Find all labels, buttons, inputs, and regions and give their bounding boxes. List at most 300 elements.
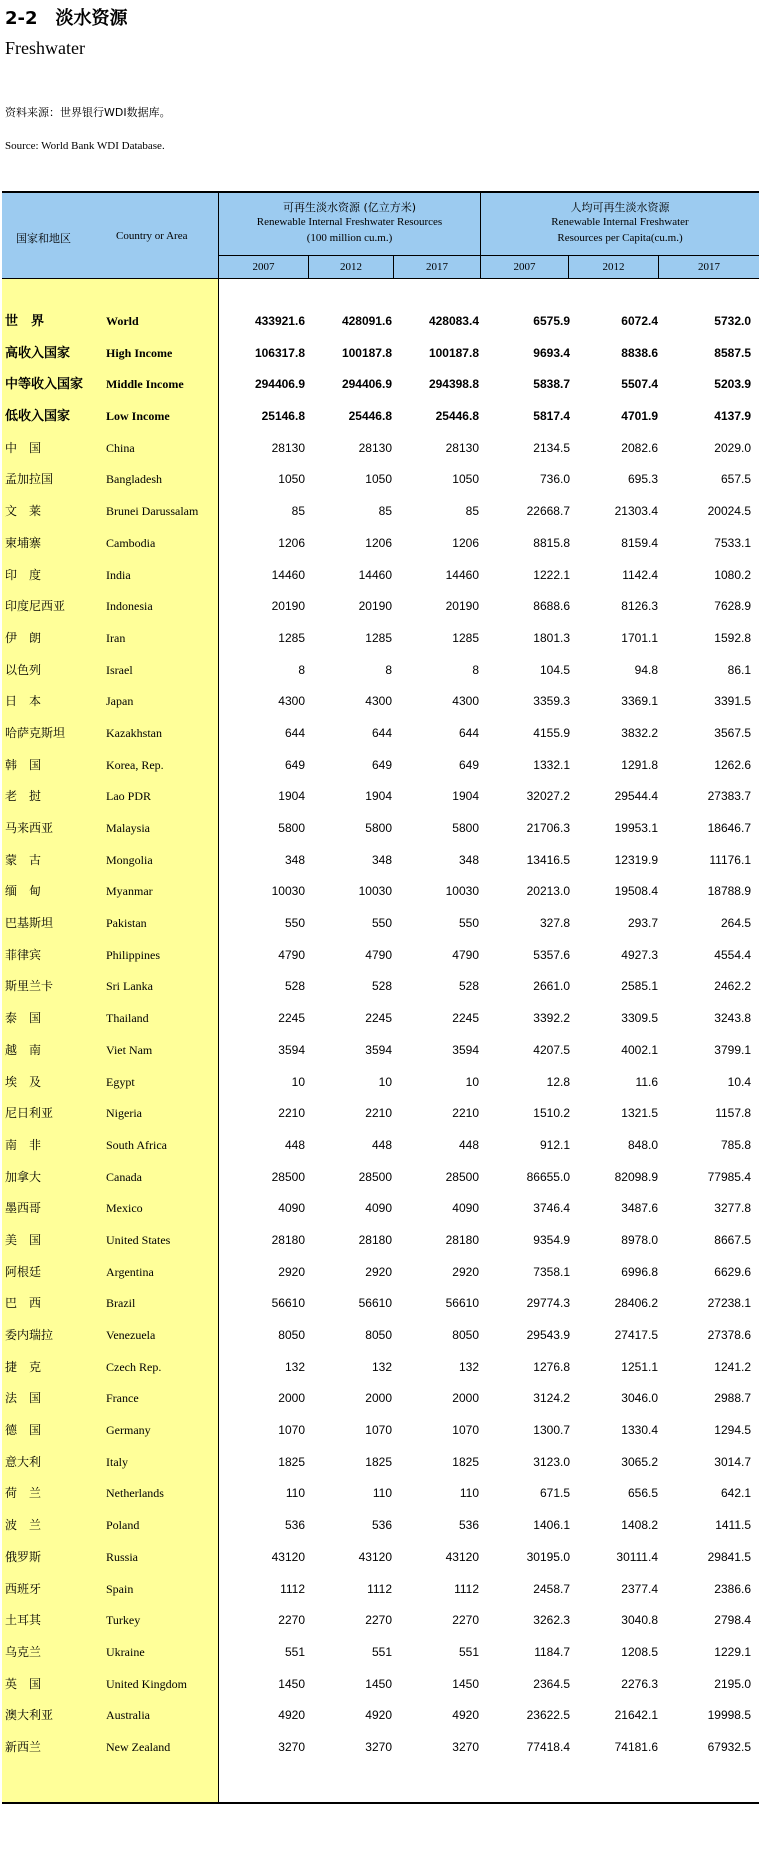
value-cell: 4927.3 [621, 947, 658, 962]
value-cell: 29544.4 [614, 789, 658, 804]
country-name-cn: 老 挝 [5, 789, 42, 804]
value-cell: 4790 [452, 947, 479, 962]
value-cell: 294398.8 [428, 377, 479, 392]
year-header: 2017 [698, 261, 720, 273]
value-cell: 3369.1 [621, 694, 658, 709]
value-cell: 1262.6 [714, 757, 751, 772]
value-cell: 19998.5 [707, 1708, 751, 1723]
value-cell: 1208.5 [621, 1644, 658, 1659]
value-cell: 2000 [278, 1391, 305, 1406]
group-header-percapita-unit: Resources per Capita(cu.m.) [557, 232, 683, 244]
country-name-en: Turkey [106, 1613, 141, 1628]
country-name-en: Spain [106, 1581, 134, 1596]
value-cell: 30111.4 [616, 1549, 658, 1564]
country-name-cn: 美 国 [5, 1232, 42, 1247]
value-cell: 20190 [358, 599, 392, 614]
country-name-en: Mexico [106, 1201, 143, 1216]
value-cell: 14460 [445, 567, 479, 582]
group-header-resources-unit: (100 million cu.m.) [306, 232, 393, 244]
value-cell: 27383.7 [707, 789, 751, 804]
value-cell: 110 [372, 1486, 392, 1501]
value-cell: 2920 [365, 1264, 392, 1279]
value-cell: 132 [458, 1359, 479, 1374]
table-row [2, 940, 759, 972]
value-cell: 3262.3 [533, 1613, 570, 1628]
country-name-en: Lao PDR [106, 789, 151, 804]
value-cell: 536 [284, 1518, 305, 1533]
value-cell: 2364.5 [533, 1676, 570, 1691]
value-cell: 85 [378, 504, 392, 519]
value-cell: 10.4 [727, 1074, 751, 1089]
value-cell: 550 [371, 916, 392, 931]
value-cell: 25446.8 [435, 409, 479, 424]
source-note-en: Source: World Bank WDI Database. [5, 140, 165, 152]
value-cell: 550 [458, 916, 479, 931]
country-name-en: Thailand [106, 1011, 149, 1026]
table-row [2, 750, 759, 782]
year-header: 2007 [513, 261, 536, 273]
value-cell: 2245 [278, 1011, 305, 1026]
value-cell: 28130 [358, 440, 392, 455]
country-name-cn: 法 国 [5, 1391, 42, 1406]
value-cell: 1701.1 [621, 630, 658, 645]
value-cell: 1229.1 [714, 1644, 751, 1659]
value-cell: 3124.2 [533, 1391, 570, 1406]
value-cell: 2195.0 [714, 1676, 751, 1691]
value-cell: 28180 [445, 1232, 479, 1247]
value-cell: 32027.2 [526, 789, 570, 804]
value-cell: 448 [371, 1137, 392, 1152]
value-cell: 8159.4 [621, 535, 658, 550]
table-row [2, 1320, 759, 1352]
value-cell: 2270 [365, 1613, 392, 1628]
value-cell: 4920 [278, 1708, 305, 1723]
country-name-cn: 乌克兰 [5, 1644, 42, 1659]
country-name-cn: 波 兰 [5, 1518, 42, 1533]
value-cell: 2458.7 [533, 1581, 570, 1596]
value-cell: 1904 [278, 789, 305, 804]
value-cell: 1408.2 [621, 1518, 658, 1533]
country-name-en: Germany [106, 1423, 151, 1438]
country-name-cn: 捷 克 [5, 1359, 42, 1374]
value-cell: 3270 [452, 1739, 479, 1754]
value-cell: 11.6 [635, 1074, 658, 1089]
value-cell: 5800 [365, 821, 392, 835]
country-name-cn: 哈萨克斯坦 [5, 725, 66, 740]
country-name-en: Brazil [106, 1296, 136, 1311]
value-cell: 1285 [365, 630, 392, 645]
group-header-percapita-en: Renewable Internal Freshwater [551, 216, 689, 228]
value-cell: 644 [284, 725, 305, 740]
table-row [2, 1574, 759, 1606]
value-cell: 9693.4 [533, 345, 570, 360]
value-cell: 2585.1 [621, 979, 658, 994]
value-cell: 10030 [445, 884, 479, 899]
value-cell: 10030 [358, 884, 392, 899]
country-name-cn: 菲律宾 [5, 947, 42, 962]
value-cell: 29774.3 [526, 1296, 570, 1311]
value-cell: 1450 [452, 1676, 479, 1691]
value-cell: 528 [458, 979, 479, 994]
value-cell: 86.1 [727, 662, 751, 677]
country-name-cn: 斯里兰卡 [5, 979, 54, 994]
value-cell: 1206 [452, 535, 479, 550]
value-cell: 5800 [452, 821, 479, 835]
value-cell: 43120 [358, 1549, 392, 1564]
country-name-en: Philippines [106, 947, 161, 962]
country-name-cn: 文 莱 [5, 504, 42, 519]
value-cell: 1285 [452, 630, 479, 645]
value-cell: 4790 [278, 947, 305, 962]
value-cell: 2386.6 [714, 1581, 751, 1596]
value-cell: 448 [284, 1137, 305, 1152]
value-cell: 8688.6 [533, 599, 570, 614]
value-cell: 8 [298, 662, 305, 677]
value-cell: 1157.8 [715, 1106, 751, 1121]
value-cell: 656.5 [627, 1486, 658, 1501]
value-cell: 528 [284, 979, 305, 994]
value-cell: 3270 [278, 1739, 305, 1754]
value-cell: 1050 [278, 472, 305, 487]
table-row [2, 686, 759, 718]
value-cell: 132 [371, 1359, 392, 1374]
value-cell: 2798.4 [714, 1613, 751, 1628]
value-cell: 8815.8 [533, 535, 570, 550]
value-cell: 4002.1 [621, 1042, 658, 1057]
value-cell: 4920 [365, 1708, 392, 1723]
value-cell: 785.8 [720, 1137, 751, 1152]
table-row [2, 1700, 759, 1732]
value-cell: 3040.8 [621, 1613, 658, 1628]
country-name-cn: 韩 国 [5, 757, 42, 772]
table-row [2, 971, 759, 1003]
country-name-en: Korea, Rep. [106, 757, 164, 772]
value-cell: 10030 [271, 884, 305, 899]
country-name-cn: 高收入国家 [5, 345, 71, 361]
value-cell: 14460 [358, 567, 392, 582]
value-cell: 1330.4 [621, 1423, 658, 1438]
value-cell: 4137.9 [714, 409, 751, 424]
value-cell: 4090 [278, 1201, 305, 1216]
value-cell: 43120 [445, 1549, 479, 1564]
country-name-en: Kazakhstan [106, 725, 162, 740]
country-name-en: United States [106, 1232, 171, 1247]
table-row [2, 1605, 759, 1637]
country-name-en: Israel [106, 662, 133, 677]
value-cell: 4300 [278, 694, 305, 709]
value-cell: 18646.7 [707, 821, 751, 835]
table-row [2, 876, 759, 908]
value-cell: 649 [458, 757, 479, 772]
table-row [2, 1732, 759, 1764]
country-name-cn: 德 国 [5, 1423, 42, 1438]
country-name-cn: 巴 西 [5, 1296, 42, 1311]
country-name-cn: 澳大利亚 [5, 1708, 54, 1723]
value-cell: 1406.1 [533, 1518, 570, 1533]
country-name-cn: 伊 朗 [5, 630, 42, 645]
table-row [2, 1193, 759, 1225]
value-cell: 9354.9 [533, 1232, 570, 1247]
country-name-cn: 埃 及 [5, 1074, 42, 1089]
country-name-en: Canada [106, 1169, 142, 1184]
country-name-cn: 英 国 [5, 1676, 42, 1691]
country-name-cn: 新西兰 [5, 1739, 42, 1754]
country-name-en: Mongolia [106, 852, 153, 867]
value-cell: 20190 [445, 599, 479, 614]
table-row [2, 1162, 759, 1194]
value-cell: 348 [458, 852, 479, 867]
value-cell: 8 [472, 662, 479, 677]
country-name-en: South Africa [106, 1137, 167, 1152]
value-cell: 528 [371, 979, 392, 994]
value-cell: 28406.2 [614, 1296, 658, 1311]
table-row [2, 1542, 759, 1574]
value-cell: 3243.8 [714, 1011, 751, 1026]
country-name-en: Brunei Darussalam [106, 504, 199, 519]
value-cell: 21706.3 [526, 821, 570, 835]
group-header-resources-en: Renewable Internal Freshwater Resources [256, 216, 443, 228]
value-cell: 551 [371, 1644, 392, 1659]
value-cell: 2029.0 [714, 440, 751, 455]
value-cell: 4920 [452, 1708, 479, 1723]
country-name-cn: 柬埔寨 [5, 535, 42, 550]
country-name-en: Low Income [106, 409, 170, 424]
value-cell: 22668.7 [526, 504, 570, 519]
value-cell: 27417.5 [614, 1328, 658, 1342]
country-name-en: China [106, 440, 135, 455]
value-cell: 85 [291, 504, 305, 519]
value-cell: 1904 [365, 789, 392, 804]
country-name-en: Iran [106, 630, 126, 645]
value-cell: 11176.1 [709, 852, 751, 867]
value-cell: 1070 [452, 1423, 479, 1438]
value-cell: 3594 [365, 1042, 392, 1057]
value-cell: 4790 [365, 947, 392, 962]
value-cell: 5357.6 [533, 947, 570, 962]
column-header-country-en: Country or Area [116, 230, 188, 242]
value-cell: 2245 [452, 1011, 479, 1026]
table-row [2, 781, 759, 813]
value-cell: 56610 [271, 1296, 305, 1311]
year-header: 2012 [602, 261, 625, 273]
value-cell: 294406.9 [254, 377, 305, 392]
country-name-en: Czech Rep. [106, 1359, 162, 1374]
value-cell: 19508.4 [614, 884, 658, 899]
country-name-cn: 中 国 [5, 440, 42, 455]
table-row [2, 845, 759, 877]
value-cell: 644 [371, 725, 392, 740]
value-cell: 6996.8 [621, 1264, 658, 1279]
table-row [2, 1383, 759, 1415]
value-cell: 77418.4 [526, 1739, 570, 1754]
column-header-country-cn: 国家和地区 [16, 232, 71, 245]
value-cell: 8667.5 [714, 1232, 751, 1247]
value-cell: 13416.5 [526, 852, 570, 867]
value-cell: 2210 [452, 1106, 479, 1121]
value-cell: 43120 [271, 1549, 305, 1564]
table-row [2, 338, 759, 370]
value-cell: 1332.1 [533, 757, 570, 772]
value-cell: 104.5 [539, 662, 570, 677]
header-divider [219, 255, 759, 256]
value-cell: 6629.6 [714, 1264, 751, 1279]
value-cell: 2245 [365, 1011, 392, 1026]
country-name-en: Australia [106, 1708, 150, 1723]
value-cell: 264.5 [720, 916, 751, 931]
value-cell: 3392.2 [533, 1011, 570, 1026]
country-name-en: France [106, 1391, 139, 1406]
table-row [2, 1130, 759, 1162]
country-name-en: Cambodia [106, 535, 156, 550]
value-cell: 4701.9 [621, 409, 658, 424]
value-cell: 5732.0 [714, 314, 751, 328]
value-cell: 428083.4 [428, 314, 479, 328]
value-cell: 551 [458, 1644, 479, 1659]
value-cell: 348 [371, 852, 392, 867]
table-row [2, 1098, 759, 1130]
table-row [2, 591, 759, 623]
table-row [2, 1669, 759, 1701]
value-cell: 86655.0 [526, 1169, 570, 1184]
country-name-cn: 中等收入国家 [5, 377, 84, 393]
value-cell: 536 [458, 1518, 479, 1533]
value-cell: 110 [285, 1486, 305, 1501]
value-cell: 695.3 [627, 472, 658, 487]
value-cell: 1222.1 [533, 567, 570, 582]
table-row [2, 1510, 759, 1542]
country-name-en: Ukraine [106, 1644, 145, 1659]
title-cn: 淡水资源 [55, 8, 128, 29]
value-cell: 1321.5 [621, 1106, 658, 1121]
value-cell: 3799.1 [714, 1042, 751, 1057]
country-name-cn: 尼日利亚 [5, 1106, 54, 1121]
table-row [2, 401, 759, 433]
value-cell: 912.1 [539, 1137, 570, 1152]
value-cell: 4207.5 [533, 1042, 570, 1057]
value-cell: 4090 [365, 1201, 392, 1216]
value-cell: 2210 [278, 1106, 305, 1121]
country-name-en: High Income [106, 345, 173, 360]
value-cell: 74181.6 [614, 1739, 658, 1754]
value-cell: 82098.9 [614, 1169, 658, 1184]
value-cell: 6575.9 [533, 314, 570, 328]
table-body [2, 279, 759, 1804]
value-cell: 27238.1 [707, 1296, 751, 1311]
value-cell: 1510.2 [533, 1106, 570, 1121]
value-cell: 106317.8 [254, 345, 305, 360]
table-row [2, 1447, 759, 1479]
country-name-en: Venezuela [106, 1328, 156, 1342]
value-cell: 28500 [271, 1169, 305, 1184]
country-name-cn: 南 非 [5, 1137, 42, 1152]
value-cell: 3487.6 [621, 1201, 658, 1216]
value-cell: 3746.4 [533, 1201, 570, 1216]
value-cell: 1450 [365, 1676, 392, 1691]
value-cell: 3277.8 [714, 1201, 751, 1216]
table-header [2, 191, 759, 279]
value-cell: 19953.1 [614, 821, 658, 835]
country-name-en: World [106, 314, 139, 328]
value-cell: 2988.7 [714, 1391, 751, 1406]
value-cell: 18788.9 [707, 884, 751, 899]
country-name-cn: 缅 甸 [5, 884, 42, 899]
country-name-cn: 加拿大 [5, 1169, 42, 1184]
value-cell: 27378.6 [707, 1328, 751, 1342]
value-cell: 28130 [445, 440, 479, 455]
page-title [5, 4, 146, 30]
value-cell: 1291.8 [621, 757, 658, 772]
value-cell: 657.5 [720, 472, 751, 487]
country-name-cn: 马来西亚 [5, 821, 54, 835]
value-cell: 5817.4 [533, 409, 570, 424]
country-name-en: Bangladesh [106, 472, 162, 487]
table-row [2, 496, 759, 528]
value-cell: 433921.6 [254, 314, 305, 328]
table-row [2, 718, 759, 750]
value-cell: 2661.0 [533, 979, 570, 994]
country-name-en: Malaysia [106, 821, 150, 835]
country-name-en: Japan [106, 694, 134, 709]
value-cell: 23622.5 [526, 1708, 570, 1723]
value-cell: 21642.1 [614, 1708, 658, 1723]
value-cell: 1450 [278, 1676, 305, 1691]
value-cell: 1276.8 [533, 1359, 570, 1374]
value-cell: 4090 [452, 1201, 479, 1216]
country-name-en: Argentina [106, 1264, 154, 1279]
value-cell: 29543.9 [526, 1328, 570, 1342]
value-cell: 3594 [452, 1042, 479, 1057]
value-cell: 132 [284, 1359, 305, 1374]
table-row [2, 623, 759, 655]
value-cell: 293.7 [627, 916, 658, 931]
value-cell: 2276.3 [621, 1676, 658, 1691]
year-header: 2012 [340, 261, 362, 273]
country-name-cn: 意大利 [5, 1454, 42, 1469]
table-row [2, 655, 759, 687]
value-cell: 4554.4 [714, 947, 751, 962]
value-cell: 28500 [445, 1169, 479, 1184]
value-cell: 1070 [365, 1423, 392, 1438]
table-row [2, 813, 759, 845]
country-name-cn: 世 界 [5, 314, 45, 329]
country-name-cn: 土耳其 [5, 1613, 42, 1628]
value-cell: 4300 [365, 694, 392, 709]
table-row [2, 1067, 759, 1099]
value-cell: 67932.5 [707, 1739, 751, 1754]
value-cell: 28180 [271, 1232, 305, 1247]
value-cell: 642.1 [720, 1486, 751, 1501]
value-cell: 3065.2 [621, 1454, 658, 1469]
value-cell: 294406.9 [341, 377, 392, 392]
title-en: Freshwater [5, 38, 85, 58]
value-cell: 551 [284, 1644, 305, 1659]
table-row [2, 528, 759, 560]
value-cell: 8050 [365, 1328, 392, 1342]
value-cell: 8587.5 [714, 345, 751, 360]
table-row [2, 1637, 759, 1669]
country-name-en: Indonesia [106, 599, 153, 614]
value-cell: 8 [385, 662, 392, 677]
value-cell: 5800 [278, 821, 305, 835]
value-cell: 1080.2 [714, 567, 751, 582]
value-cell: 5203.9 [714, 377, 751, 392]
country-name-en: Sri Lanka [106, 979, 153, 994]
table-row [2, 306, 759, 338]
value-cell: 2920 [452, 1264, 479, 1279]
value-cell: 100187.8 [341, 345, 392, 360]
value-cell: 1300.7 [533, 1423, 570, 1438]
value-cell: 1825 [278, 1454, 305, 1469]
